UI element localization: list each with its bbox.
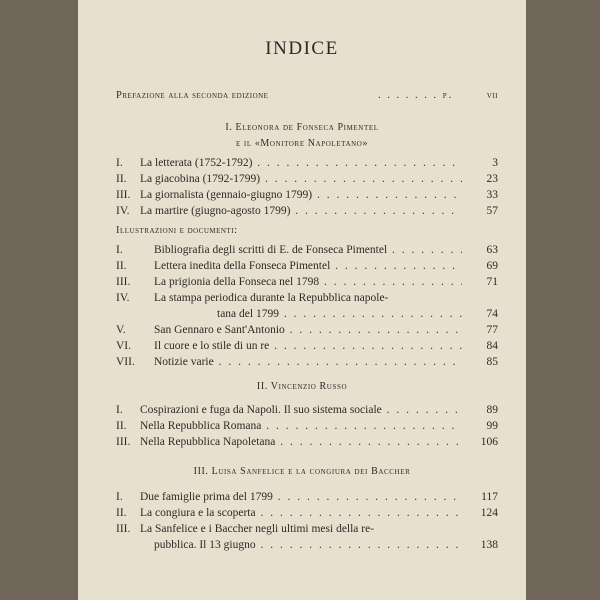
entry-page: 99 <box>468 418 498 434</box>
entry-page: 89 <box>468 402 498 418</box>
toc-entry <box>116 274 498 290</box>
toc-entry <box>116 203 498 219</box>
entry-title: Notizie varie . . . <box>154 354 462 370</box>
entry-page: 71 <box>468 274 498 290</box>
entry-number: III. <box>116 276 131 288</box>
entry-number: II. <box>116 260 127 272</box>
entry-title: La martire (giugno-agosto 1799) . . . <box>140 203 462 219</box>
preface-page: vii <box>486 90 498 101</box>
entry-page: 74 <box>468 306 498 322</box>
entry-number: II. <box>116 420 127 432</box>
entry-title: La Sanfelice e i Baccher negli ultimi mesi della re- <box>140 523 375 535</box>
toc-entry <box>116 418 498 434</box>
toc-entry <box>116 505 498 521</box>
entry-title: Nella Repubblica Romana . . . <box>140 418 462 434</box>
entry-page: 106 <box>468 434 498 450</box>
toc-entry <box>116 354 498 370</box>
entry-page: 57 <box>468 203 498 219</box>
entry-title: Due famiglie prima del 1799 . . . <box>140 489 462 505</box>
entry-title: La prigionia della Fonseca nel 1798 . . . <box>154 274 462 290</box>
page-title: INDICE <box>265 38 339 59</box>
entry-title: San Gennaro e Sant'Antonio . . . <box>154 322 462 338</box>
entry-number: IV. <box>116 292 130 304</box>
entry-number: V. <box>116 324 126 336</box>
entry-title: Cospirazioni e fuga da Napoli. Il suo sistema sociale . . . <box>140 402 462 418</box>
toc-entry-continuation <box>116 537 498 553</box>
entry-number: II. <box>116 173 127 185</box>
entry-title-continuation: pubblica. Il 13 giugno . . . <box>154 537 462 553</box>
section-1-subheading: Illustrazioni e documenti: <box>116 225 238 236</box>
entry-page: 84 <box>468 338 498 354</box>
entry-page: 69 <box>468 258 498 274</box>
entry-title: La giornalista (gennaio-giugno 1799) . . . <box>140 187 462 203</box>
toc-entry <box>116 155 498 171</box>
entry-page: 117 <box>468 489 498 505</box>
toc-entry <box>116 187 498 203</box>
section-1-heading-line2: e il «Monitore Napoletano» <box>235 138 369 149</box>
section-3-heading: III. Luisa Sanfelice e la congiura dei Baccher <box>193 466 411 477</box>
toc-entry <box>116 171 498 187</box>
toc-entry-continuation <box>116 306 498 322</box>
entry-number: I. <box>116 244 123 256</box>
entry-number: III. <box>116 189 131 201</box>
preface-label: Prefazione alla seconda edizione <box>116 90 269 101</box>
toc-entry <box>116 258 498 274</box>
entry-page: 77 <box>468 322 498 338</box>
entry-number: VII. <box>116 356 135 368</box>
entry-page: 33 <box>468 187 498 203</box>
entry-title: La stampa periodica durante la Repubblica napole- <box>154 292 389 304</box>
entry-page: 85 <box>468 354 498 370</box>
toc-entry <box>116 242 498 258</box>
entry-number: IV. <box>116 205 130 217</box>
entry-number: VI. <box>116 340 132 352</box>
entry-title-continuation: tana del 1799 . . . <box>217 306 462 322</box>
entry-title: Il cuore e lo stile di un re . . . <box>154 338 462 354</box>
entry-title: Nella Repubblica Napoletana . . . <box>140 434 462 450</box>
toc-entry <box>116 322 498 338</box>
entry-page: 138 <box>468 537 498 553</box>
entry-number: I. <box>116 491 123 503</box>
toc-entry <box>116 434 498 450</box>
toc-entry <box>116 402 498 418</box>
section-1-heading-line1: I. Eleonora de Fonseca Pimentel <box>225 122 379 133</box>
entry-title: La giacobina (1792-1799) . . . <box>140 171 462 187</box>
entry-title: La congiura e la scoperta . . . <box>140 505 462 521</box>
entry-number: I. <box>116 157 123 169</box>
entry-title: Lettera inedita della Fonseca Pimentel . . . <box>154 258 462 274</box>
entry-page: 63 <box>468 242 498 258</box>
toc-entry <box>116 489 498 505</box>
entry-title: Bibliografia degli scritti di E. de Fonseca Pimentel . . . <box>154 242 462 258</box>
entry-page: 23 <box>468 171 498 187</box>
section-2-heading: II. Vincenzio Russo <box>256 381 348 392</box>
entry-page: 124 <box>468 505 498 521</box>
entry-page: 3 <box>468 155 498 171</box>
book-page <box>78 0 526 600</box>
entry-number: II. <box>116 507 127 519</box>
entry-number: III. <box>116 436 131 448</box>
preface-entry <box>116 88 498 104</box>
toc-entry <box>116 338 498 354</box>
entry-number: I. <box>116 404 123 416</box>
entry-title: La letterata (1752-1792) . . . <box>140 155 462 171</box>
preface-dots: . . . . . . . p. <box>378 90 454 101</box>
entry-number: III. <box>116 523 131 535</box>
